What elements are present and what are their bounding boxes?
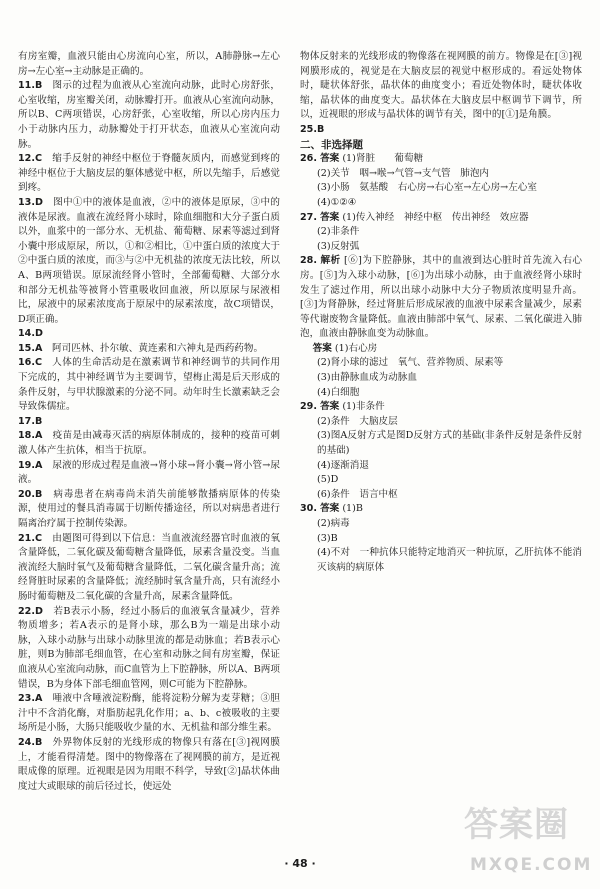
answer-16	[18, 356, 280, 414]
answer-15	[18, 342, 280, 357]
answer-line	[300, 488, 582, 503]
entry-text: (3)B	[317, 532, 338, 544]
answer-12	[18, 152, 280, 196]
answer-24	[18, 736, 280, 794]
answer-20	[18, 488, 280, 532]
answer-line	[300, 356, 582, 371]
entry-text: 物体反射来的光线形成的物像落在视网膜的前方。物像是在[③]视网膜形成的，视觉是在大脑皮层的视觉中枢形成的。看远处物体时，睫状体舒张，晶状体的曲度变小；看近处物体时，睫状体收缩，晶状体的曲度变大。晶状体在大脑皮层中枢调节下调节，所以，近视眼的形成与晶状体的调节有关，图中的[①]是角膜。	[300, 51, 582, 121]
entry-text: 图中①中的液体是血液，②中的液体是原尿，③中的液体是尿液。血液在流经肾小球时，除血细胞和大分子蛋白质以外，血浆中的一部分水、无机盐、葡萄糖、尿素等滤过到肾小囊中形成原尿，所以，①和②相比，①中蛋白质的浓度大于②中蛋白质的浓度，而③与②中无机盐的浓度无法比较，所以A、B两项错误。原尿流经肾小管时，全部葡萄糖、大部分水和部分无机盐等被肾小管重吸收回血液，所以原尿与尿液相比，尿液中的尿素浓度高于原尿中的尿素浓度，故C项错误，D项正确。	[18, 196, 281, 325]
right-column	[300, 50, 582, 575]
entry-text: (1)肾脏 葡萄糖	[342, 153, 424, 165]
entry-text: (4)逐渐消退	[317, 459, 369, 471]
answer-line	[300, 181, 582, 196]
entry-number: 16.C	[18, 357, 43, 369]
answer-line	[300, 211, 582, 226]
answer-line	[300, 502, 582, 517]
entry-text: (4)①②④	[317, 196, 357, 208]
entry-text: (4)不对 一种抗体只能特定地消灭一种抗原，乙肝抗体不能消灭该病的病原体	[317, 547, 582, 573]
answer-label: 答案	[320, 401, 340, 413]
entry-text: 图示的过程为血液从心室流向动脉，此时心房舒张，心室收缩，房室瓣关闭，动脉瓣打开。血液从心室流向动脉，所以B、C两项错误，心房舒张，心室收缩，所以心房内压力小于动脉内压力，动脉瓣处于打开状态，血液从心室流向动脉。	[18, 80, 281, 150]
answer-label: 答案	[320, 153, 340, 165]
entry-number: 11.B	[18, 80, 43, 92]
answer-line	[300, 225, 582, 240]
answer-25	[300, 123, 582, 138]
left-continuation	[18, 50, 280, 79]
answer-label: 答案	[320, 503, 340, 515]
entry-number: 14.D	[18, 328, 43, 340]
entry-text: (1)B	[342, 503, 363, 515]
answer-13	[18, 196, 280, 327]
answer-11	[18, 79, 280, 152]
entry-text: (1)传入神经 神经中枢 传出神经 效应器	[342, 211, 529, 223]
entry-text: (1)非条件	[342, 401, 385, 413]
answer-label: 答案	[312, 342, 332, 354]
entry-text: 疫苗是由减毒灭活的病原体制成的，接种的疫苗可刺激人体产生抗体，相当于抗原。	[18, 430, 281, 457]
entry-number: 24.B	[18, 736, 43, 748]
answer-line	[300, 240, 582, 255]
answer-18	[18, 429, 280, 458]
left-column	[18, 50, 280, 794]
answer-label: 答案	[320, 211, 340, 223]
answer-line	[300, 342, 582, 357]
entry-text: 由题图可得到以下信息：当血液流经器官时血液的氧含量降低，二氧化碳及葡萄糖含量降低，尿素含量没变。当血液流经大脑时氧气及葡萄糖含量降低，二氧化碳含量升高；流经肾脏时尿素的含量降低；流经肺时氧含量升高，只有流经小肠时葡萄糖及二氧化碳的含量升高，尿素含量降低。	[18, 532, 281, 602]
entry-number: 12.C	[18, 153, 43, 165]
entry-number: 29.	[300, 401, 317, 413]
watermark-logo	[460, 805, 593, 880]
entry-text: [⑥]为下腔静脉，其中的血液到达心脏时首先流入右心房。[⑤]为入球小动脉，[⑥]为出球小动脉，由于血液经肾小球时发生了滤过作用，所以出球小动脉中大分子物质浓度明显升高。[③]为肾静脉，经过肾脏后形成尿液的血液中尿素含量减少，尿素等代谢废物含量降低。血液由肺部中氧气、尿素、二氧化碳进入肺泡，血液由静脉血变为动脉血。	[300, 255, 582, 340]
entry-text: 若B表示小肠，经过小肠后的血液氧含量减少，营养物质增多；若A表示的是肾小球，那么B为一端是出球小动脉，入球小动脉与出球小动脉里流的都是动脉血；若B表示心脏，则B为肺部毛细血管，在心室和动脉之间有房室瓣，保证血液从心室流向动脉，而C血管为上下腔静脉，所以A、B两项错误，B为身体下部毛细血管网，则C可能为下腔静脉。	[18, 605, 280, 690]
entry-number: 27.	[300, 211, 317, 223]
entry-text: 有房室瓣，血液只能由心房流向心室，所以，A肺静脉→左心房→左心室→主动脉是正确的。	[18, 51, 280, 77]
entry-text: (1)右心房	[334, 342, 378, 354]
entry-number: 22.D	[18, 605, 43, 617]
answer-line	[300, 532, 582, 547]
answer-line	[300, 546, 582, 575]
entry-number: 23.A	[18, 693, 43, 705]
entry-text: 病毒患者在病毒尚未消失前能够散播病原体的传染源，使用过的餐具消毒属于切断传播途径，所以对病患者进行隔离治疗属于控制传染源。	[18, 488, 281, 529]
answer-30	[300, 502, 582, 575]
answer-23	[18, 692, 280, 736]
page-number: · 48 ·	[284, 857, 316, 870]
answer-14	[18, 327, 280, 342]
watermark-url: MXQE.COM	[470, 855, 593, 875]
answer-line	[300, 371, 582, 386]
answer-27	[300, 211, 582, 255]
answer-17	[18, 415, 280, 430]
answer-line	[300, 429, 582, 458]
answer-26	[300, 152, 582, 210]
answer-line	[300, 517, 582, 532]
entry-text: (2)条件 大脑皮层	[317, 415, 398, 427]
entry-text: 唾液中含唾液淀粉酶，能将淀粉分解为麦芽糖；③胆汁中不含消化酶，对脂肪起乳化作用；a、b、c被吸收的主要场所是小肠，大肠只能吸收少量的水、无机盐和部分维生素。	[18, 693, 281, 734]
entry-text: 缩手反射的神经中枢位于脊髓灰质内，而感觉到疼的神经中枢位于大脑皮层的躯体感觉中枢，所以先缩手，后感觉到疼。	[18, 153, 281, 194]
entry-number: 30.	[300, 503, 317, 515]
entry-text: (4)白细胞	[317, 386, 360, 398]
analysis-label: 解析	[320, 255, 341, 267]
answer-28	[300, 254, 582, 400]
entry-text: (3)小肠 氨基酸 右心房→右心室→左心房→左心室	[317, 182, 537, 194]
answer-line	[300, 400, 582, 415]
entry-number: 13.D	[18, 196, 43, 208]
entry-number: 18.A	[18, 430, 43, 442]
entry-text: (3)反射弧	[317, 240, 360, 252]
entry-text: 人体的生命活动是在激素调节和神经调节的共同作用下完成的，其中神经调节为主要调节，望梅止渴是后天形成的条件反射，与甲状腺激素的分泌不同。动年时生长激素缺乏会导致侏儒症。	[18, 357, 281, 413]
watermark-text: 答案圈	[464, 805, 569, 845]
entry-number: 19.A	[18, 459, 43, 471]
answer-line	[300, 152, 582, 167]
entry-number: 20.B	[18, 488, 43, 500]
entry-text: 阿司匹林、扑尔敏、黄连素和六神丸是西药药物。	[52, 342, 264, 354]
answer-line	[300, 386, 582, 401]
entry-number: 26.	[300, 153, 317, 165]
entry-text: 尿液的形成过程是血液→肾小球→肾小囊→肾小管→尿液。	[18, 459, 281, 486]
right-continuation	[300, 50, 582, 123]
answer-19	[18, 459, 280, 488]
answer-line	[300, 459, 582, 474]
entry-text: (2)肾小球的滤过 氧气、营养物质、尿素等	[317, 357, 504, 369]
entry-number: 28.	[300, 255, 317, 267]
answer-line	[300, 415, 582, 430]
entry-text: 外界物体反射的光线形成的物像只有落在[③]视网膜上，才能看得清楚。图中的物像落在了视网膜的前方，是近视眼成像的原理。近视眼是因为用眼不科学，导致[②]晶状体曲度过大或眼球的前后径过长，使远处	[18, 736, 280, 792]
entry-text: (2)非条件	[317, 226, 360, 238]
answer-line	[300, 167, 582, 182]
entry-text: (6)条件 语言中枢	[317, 488, 398, 500]
answer-line	[300, 473, 582, 488]
answer-29	[300, 400, 582, 502]
answer-line	[300, 196, 582, 211]
answer-21	[18, 532, 280, 605]
entry-text: (3)由静脉血成为动脉血	[317, 372, 417, 384]
analysis-paragraph	[300, 254, 582, 342]
entry-text: (5)D	[317, 474, 339, 486]
entry-number: 15.A	[18, 342, 43, 354]
answer-22	[18, 605, 280, 693]
entry-number: 17.B	[18, 415, 43, 427]
entry-text: (3)图A反射方式是图D反射方式的基础(非条件反射是条件反射的基础)	[317, 430, 582, 457]
entry-number: 21.C	[18, 532, 43, 544]
section-heading: 二、非选择题	[300, 138, 363, 151]
entry-text: (2)病毒	[317, 518, 350, 529]
entry-number: 25.B	[300, 123, 325, 135]
entry-text: (2)关节 咽→喉→气管→支气管 肺泡内	[317, 167, 490, 179]
